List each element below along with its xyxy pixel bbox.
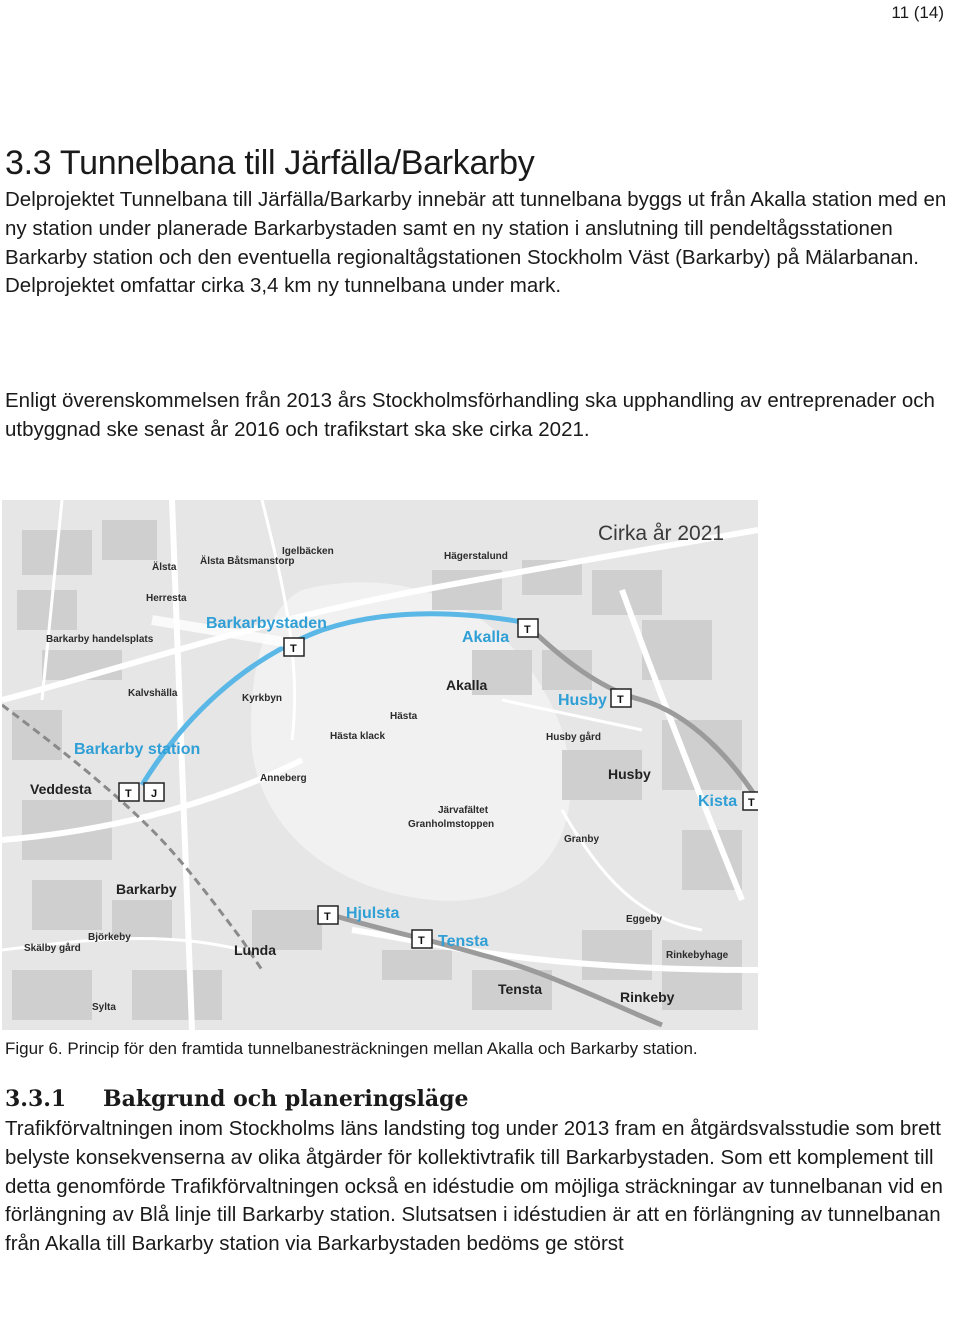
figure-caption: Figur 6. Princip för den framtida tunnelbanesträckningen mellan Akalla och Barkarby station. — [5, 1039, 698, 1058]
commuter-rail-marker-barkarby-station — [144, 783, 164, 801]
place-label: Husby — [608, 766, 651, 782]
metro-marker-tensta — [412, 930, 432, 948]
station-label-barkarbystaden: Barkarbystaden — [206, 615, 327, 632]
place-label: Lunda — [234, 942, 276, 958]
metro-marker-hjulsta — [318, 906, 338, 924]
metro-marker-kista — [743, 792, 758, 810]
place-label: Rinkeby — [620, 989, 675, 1005]
place-label: Sylta — [92, 1002, 116, 1013]
station-label-tensta: Tensta — [438, 933, 489, 950]
svg-text:T: T — [418, 935, 425, 947]
svg-text:J: J — [151, 788, 158, 800]
place-label: Järvafältet — [438, 805, 489, 816]
svg-text:T: T — [524, 624, 531, 636]
svg-text:T: T — [617, 694, 624, 706]
station-label-barkarby-station: Barkarby station — [74, 741, 201, 758]
section-heading: 3.3 Tunnelbana till Järfälla/Barkarby — [5, 144, 535, 182]
metro-marker-akalla — [518, 619, 538, 637]
route-map — [2, 500, 758, 1030]
place-label: Anneberg — [260, 773, 307, 784]
place-label: Akalla — [446, 677, 488, 693]
metro-marker-husby — [611, 689, 631, 707]
place-label: Barkarby — [116, 881, 177, 897]
station-label-hjulsta: Hjulsta — [346, 905, 400, 922]
place-label: Kyrkbyn — [242, 693, 283, 704]
background-paragraph: Trafikförvaltningen inom Stockholms läns landsting tog under 2013 fram en åtgärdsvalsstudie som brett belyste konsekvenserna av olika åtgärder för kollektivtrafik till Barkarbystaden. Som ett komplement till detta genomförde Trafikförvaltningen också en idéstudie om möjliga sträckningar av tunnelbanan vid en förlängning av Blå linje till Barkarby station. Slutsatsen i idéstudien är att en förlängning av tunnelbanan från Akalla till Barkarby station via Barkarbystaden bedöms ge störst — [5, 1117, 943, 1256]
place-label: Älsta — [152, 562, 177, 573]
subsection-heading — [5, 1086, 469, 1112]
metro-marker-barkarby-station — [119, 783, 139, 801]
place-label: Älsta Båtsmanstorp — [200, 556, 295, 567]
svg-text:T: T — [748, 797, 755, 809]
place-label: Kalvshälla — [128, 688, 178, 699]
map-title: Cirka år 2021 — [598, 522, 725, 545]
place-label: Barkarby handelsplats — [46, 634, 154, 645]
place-label: Eggeby — [626, 914, 663, 925]
station-label-husby: Husby — [558, 692, 607, 709]
subsection-number: 3.3.1 — [5, 1086, 67, 1112]
station-label-kista: Kista — [698, 793, 738, 810]
place-label: Herresta — [146, 593, 187, 604]
place-label: Granholmstoppen — [408, 819, 495, 830]
place-label: Granby — [564, 834, 600, 845]
place-label: Rinkebyhage — [666, 950, 729, 961]
place-label: Skälby gård — [24, 943, 81, 954]
svg-text:T: T — [290, 643, 297, 655]
place-label: Igelbäcken — [282, 546, 334, 557]
place-label: Hästa — [390, 711, 418, 722]
metro-marker-barkarbystaden — [284, 638, 304, 656]
place-label: Björkeby — [88, 932, 131, 943]
place-label: Husby gård — [546, 732, 602, 743]
intro-paragraph: Delprojektet Tunnelbana till Järfälla/Barkarby innebär att tunnelbana byggs ut från Akalla station med en ny station under planerade Barkarbystaden samt en ny station i anslutning till pendeltågsstationen Barkarby station och den eventuella regionaltågstationen Stockholm Väst (Barkarby) på Mälarbanan. Delprojektet omfattar cirka 3,4 km ny tunnelbana under mark. — [5, 188, 947, 298]
svg-text:T: T — [324, 911, 331, 923]
agreement-paragraph: Enligt överenskommelsen från 2013 års Stockholmsförhandling ska upphandling av entreprenader och utbyggnad ske senast år 2016 och trafikstart ska ske cirka 2021. — [5, 389, 935, 441]
subsection-title: Bakgrund och planeringsläge — [103, 1086, 469, 1112]
station-label-akalla: Akalla — [462, 629, 510, 646]
place-label: Hästa klack — [330, 731, 386, 742]
place-label: Hägerstalund — [444, 551, 508, 562]
svg-text:T: T — [125, 788, 132, 800]
page-number: 11 (14) — [891, 3, 944, 22]
place-label: Tensta — [498, 981, 543, 997]
place-label: Veddesta — [30, 781, 92, 797]
